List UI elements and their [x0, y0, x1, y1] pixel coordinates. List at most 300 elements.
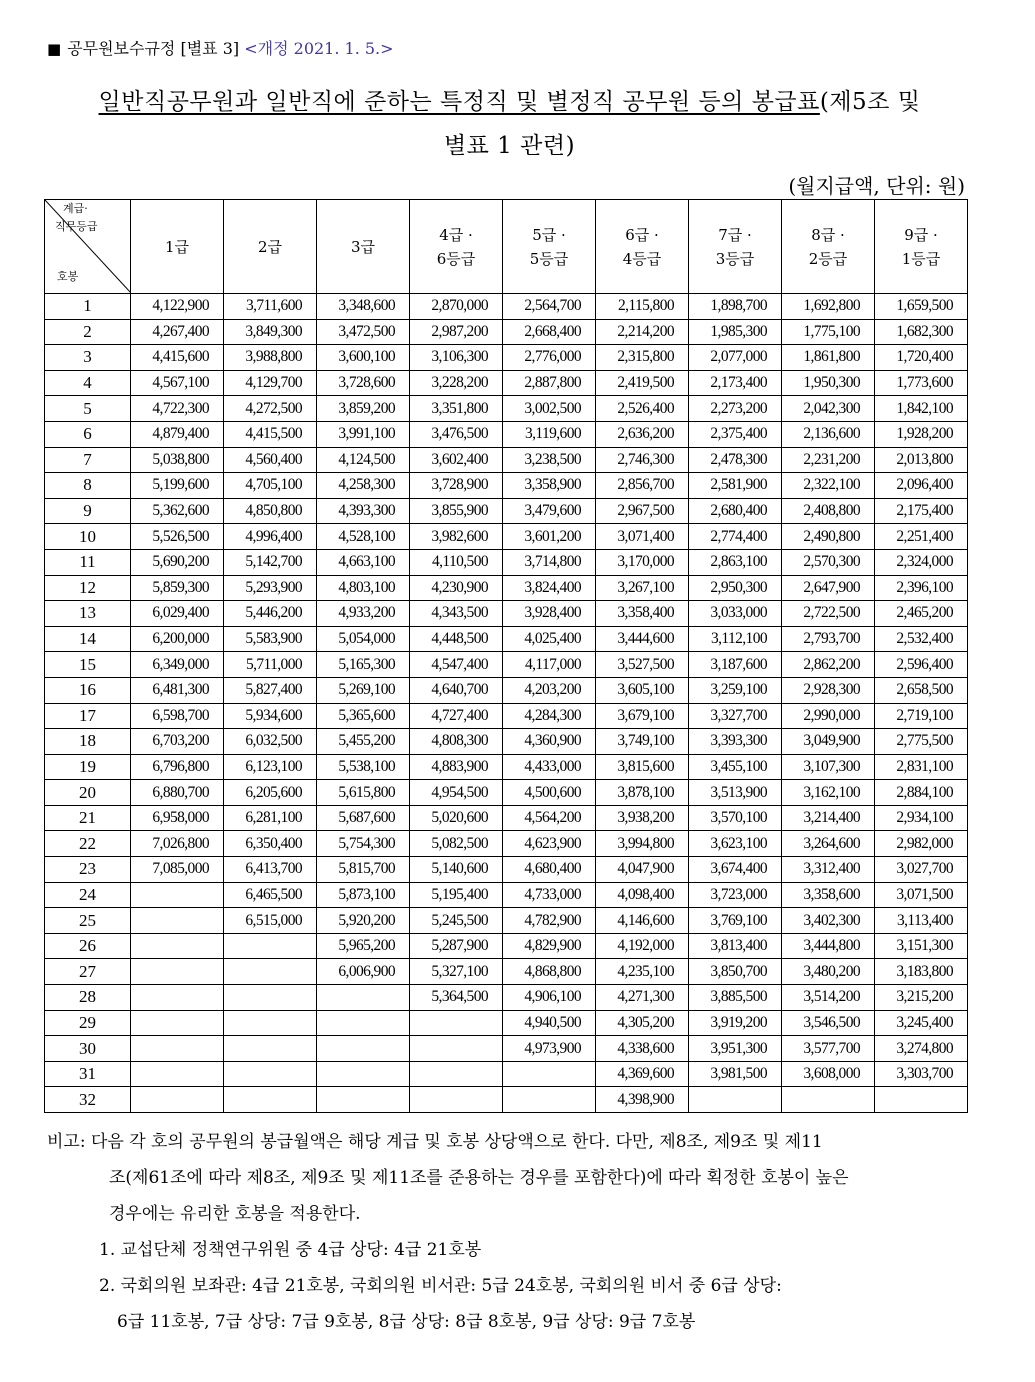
salary-cell: 3,274,800 — [875, 1036, 968, 1062]
salary-cell: 3,991,100 — [317, 421, 410, 447]
salary-cell: 2,532,400 — [875, 626, 968, 652]
table-row — [45, 421, 968, 447]
salary-cell: 3,444,800 — [782, 933, 875, 959]
salary-cell: 4,267,400 — [131, 319, 224, 345]
table-row — [45, 831, 968, 857]
salary-cell: 3,327,700 — [689, 703, 782, 729]
salary-cell — [224, 1061, 317, 1087]
salary-cell: 7,085,000 — [131, 857, 224, 883]
salary-cell: 2,478,300 — [689, 447, 782, 473]
table-row — [45, 1010, 968, 1036]
salary-cell: 4,906,100 — [503, 985, 596, 1011]
salary-cell: 5,526,500 — [131, 524, 224, 550]
salary-cell: 4,547,400 — [410, 652, 503, 678]
unit-note: (월지급액, 단위: 원) — [788, 174, 965, 198]
table-row — [45, 908, 968, 934]
salary-cell: 2,982,000 — [875, 831, 968, 857]
column-header-line: 7급 · — [718, 225, 752, 244]
step-cell: 31 — [45, 1061, 131, 1087]
salary-cell: 4,448,500 — [410, 626, 503, 652]
salary-cell: 3,859,200 — [317, 396, 410, 422]
salary-cell: 2,115,800 — [596, 294, 689, 320]
salary-cell: 4,369,600 — [596, 1061, 689, 1087]
regulation-reference: 공무원보수규정 [별표 3] — [67, 39, 240, 58]
salary-cell: 3,267,100 — [596, 575, 689, 601]
salary-cell — [131, 959, 224, 985]
salary-cell: 1,928,200 — [875, 421, 968, 447]
salary-cell: 4,954,500 — [410, 780, 503, 806]
salary-cell: 3,402,300 — [782, 908, 875, 934]
table-row — [45, 601, 968, 627]
salary-cell: 3,455,100 — [689, 754, 782, 780]
step-cell: 5 — [45, 396, 131, 422]
salary-cell: 6,598,700 — [131, 703, 224, 729]
table-row — [45, 729, 968, 755]
salary-cell: 2,722,500 — [782, 601, 875, 627]
column-header — [782, 200, 875, 294]
salary-cell — [131, 1061, 224, 1087]
salary-cell: 4,680,400 — [503, 857, 596, 883]
table-body — [45, 294, 968, 1113]
salary-cell: 3,600,100 — [317, 345, 410, 371]
salary-cell: 6,413,700 — [224, 857, 317, 883]
salary-cell: 4,343,500 — [410, 601, 503, 627]
salary-cell: 2,990,000 — [782, 703, 875, 729]
table-row — [45, 703, 968, 729]
column-header — [689, 200, 782, 294]
table-row — [45, 549, 968, 575]
salary-cell: 2,490,800 — [782, 524, 875, 550]
salary-cell — [131, 933, 224, 959]
salary-cell: 5,934,600 — [224, 703, 317, 729]
salary-cell: 2,928,300 — [782, 677, 875, 703]
salary-cell: 4,271,300 — [596, 985, 689, 1011]
table-row — [45, 294, 968, 320]
salary-cell: 4,415,500 — [224, 421, 317, 447]
salary-cell: 5,362,600 — [131, 498, 224, 524]
salary-cell: 5,054,000 — [317, 626, 410, 652]
table-row — [45, 370, 968, 396]
salary-cell: 6,796,800 — [131, 754, 224, 780]
salary-cell: 6,200,000 — [131, 626, 224, 652]
salary-cell: 5,859,300 — [131, 575, 224, 601]
corner-grade-label: 계급· — [63, 202, 88, 215]
salary-cell: 3,605,100 — [596, 677, 689, 703]
salary-cell: 4,360,900 — [503, 729, 596, 755]
salary-cell: 2,987,200 — [410, 319, 503, 345]
salary-cell: 2,419,500 — [596, 370, 689, 396]
salary-cell — [317, 1036, 410, 1062]
column-header-line: 5급 · — [532, 225, 566, 244]
salary-cell: 4,235,100 — [596, 959, 689, 985]
table-row — [45, 1036, 968, 1062]
step-cell: 7 — [45, 447, 131, 473]
square-bullet-icon: ■ — [47, 40, 62, 58]
step-cell: 13 — [45, 601, 131, 627]
salary-cell: 2,564,700 — [503, 294, 596, 320]
salary-cell: 2,173,400 — [689, 370, 782, 396]
salary-cell: 3,358,600 — [782, 882, 875, 908]
salary-cell: 6,958,000 — [131, 805, 224, 831]
table-row — [45, 677, 968, 703]
remarks-item-2: 2. 국회의원 보좌관: 4급 21호봉, 국회의원 비서관: 5급 24호봉, 국회의원 비서 중 6급 상당: — [99, 1276, 782, 1296]
salary-cell: 3,119,600 — [503, 421, 596, 447]
corner-job-label: 직무등급 — [55, 220, 98, 233]
salary-cell: 3,769,100 — [689, 908, 782, 934]
remarks-item-1: 1. 교섭단체 정책연구위원 중 4급 상당: 4급 21호봉 — [99, 1240, 482, 1260]
salary-cell: 3,049,900 — [782, 729, 875, 755]
salary-cell: 3,479,600 — [503, 498, 596, 524]
salary-cell: 3,728,600 — [317, 370, 410, 396]
salary-cell: 2,175,400 — [875, 498, 968, 524]
step-cell: 4 — [45, 370, 131, 396]
salary-cell: 3,601,200 — [503, 524, 596, 550]
salary-cell: 4,567,100 — [131, 370, 224, 396]
salary-cell: 6,481,300 — [131, 677, 224, 703]
salary-cell — [224, 933, 317, 959]
remarks-line-2: 조(제61조에 따라 제8조, 제9조 및 제11조를 준용하는 경우를 포함한다)에 따라 획정한 호봉이 높은 — [109, 1168, 849, 1188]
salary-cell: 5,455,200 — [317, 729, 410, 755]
salary-cell: 3,351,800 — [410, 396, 503, 422]
step-cell: 29 — [45, 1010, 131, 1036]
step-cell: 8 — [45, 473, 131, 499]
salary-cell: 4,883,900 — [410, 754, 503, 780]
salary-cell: 6,029,400 — [131, 601, 224, 627]
salary-cell: 4,940,500 — [503, 1010, 596, 1036]
salary-cell: 5,965,200 — [317, 933, 410, 959]
step-cell: 1 — [45, 294, 131, 320]
salary-cell — [410, 1061, 503, 1087]
step-cell: 32 — [45, 1087, 131, 1113]
table-row — [45, 1087, 968, 1113]
salary-cell: 4,782,900 — [503, 908, 596, 934]
salary-cell: 5,690,200 — [131, 549, 224, 575]
corner-step-label: 호봉 — [57, 270, 79, 283]
salary-cell — [317, 1061, 410, 1087]
salary-cell: 2,214,200 — [596, 319, 689, 345]
salary-cell: 2,658,500 — [875, 677, 968, 703]
step-cell: 25 — [45, 908, 131, 934]
salary-cell: 3,107,300 — [782, 754, 875, 780]
salary-cell: 1,898,700 — [689, 294, 782, 320]
salary-cell — [503, 1087, 596, 1113]
salary-cell: 5,287,900 — [410, 933, 503, 959]
step-cell: 17 — [45, 703, 131, 729]
remarks — [47, 1124, 972, 1340]
salary-cell: 2,793,700 — [782, 626, 875, 652]
step-cell: 6 — [45, 421, 131, 447]
step-cell: 12 — [45, 575, 131, 601]
salary-cell: 2,526,400 — [596, 396, 689, 422]
salary-cell: 3,951,300 — [689, 1036, 782, 1062]
salary-cell: 4,272,500 — [224, 396, 317, 422]
salary-cell: 6,880,700 — [131, 780, 224, 806]
salary-cell — [875, 1087, 968, 1113]
salary-cell: 3,476,500 — [410, 421, 503, 447]
salary-cell: 4,305,200 — [596, 1010, 689, 1036]
salary-cell: 6,006,900 — [317, 959, 410, 985]
step-cell: 21 — [45, 805, 131, 831]
salary-cell — [224, 1036, 317, 1062]
salary-cell: 3,988,800 — [224, 345, 317, 371]
salary-cell: 3,546,500 — [782, 1010, 875, 1036]
salary-cell: 5,199,600 — [131, 473, 224, 499]
salary-cell — [410, 1010, 503, 1036]
column-header — [131, 200, 224, 294]
salary-cell: 3,113,400 — [875, 908, 968, 934]
salary-cell: 2,967,500 — [596, 498, 689, 524]
salary-cell: 2,596,400 — [875, 652, 968, 678]
salary-cell: 2,647,900 — [782, 575, 875, 601]
salary-cell: 2,934,100 — [875, 805, 968, 831]
salary-cell: 5,827,400 — [224, 677, 317, 703]
salary-cell: 2,324,000 — [875, 549, 968, 575]
salary-cell — [131, 882, 224, 908]
salary-cell: 4,398,900 — [596, 1087, 689, 1113]
salary-cell — [410, 1036, 503, 1062]
table-row — [45, 933, 968, 959]
salary-cell: 4,560,400 — [224, 447, 317, 473]
salary-cell: 4,203,200 — [503, 677, 596, 703]
salary-cell: 3,878,100 — [596, 780, 689, 806]
salary-cell: 2,408,800 — [782, 498, 875, 524]
title-underlined: 일반직공무원과 일반직에 준하는 특정직 및 별정직 공무원 등의 봉급표 — [98, 89, 820, 115]
step-cell: 28 — [45, 985, 131, 1011]
column-header-line: 1등급 — [901, 249, 941, 268]
salary-cell: 2,856,700 — [596, 473, 689, 499]
salary-cell: 5,920,200 — [317, 908, 410, 934]
salary-cell: 4,192,000 — [596, 933, 689, 959]
salary-cell: 3,513,900 — [689, 780, 782, 806]
salary-cell: 4,808,300 — [410, 729, 503, 755]
salary-cell: 3,674,400 — [689, 857, 782, 883]
salary-cell: 3,938,200 — [596, 805, 689, 831]
salary-cell: 3,238,500 — [503, 447, 596, 473]
salary-cell: 3,214,400 — [782, 805, 875, 831]
salary-cell: 5,615,800 — [317, 780, 410, 806]
salary-cell: 5,245,500 — [410, 908, 503, 934]
salary-cell: 5,446,200 — [224, 601, 317, 627]
salary-cell — [131, 1087, 224, 1113]
column-header-line: 6급 · — [625, 225, 659, 244]
salary-cell: 1,692,800 — [782, 294, 875, 320]
salary-cell: 5,195,400 — [410, 882, 503, 908]
salary-cell: 2,396,100 — [875, 575, 968, 601]
step-cell: 11 — [45, 549, 131, 575]
step-cell: 23 — [45, 857, 131, 883]
table-row — [45, 754, 968, 780]
salary-cell — [131, 985, 224, 1011]
salary-cell: 5,038,800 — [131, 447, 224, 473]
salary-cell: 3,162,100 — [782, 780, 875, 806]
table-row — [45, 857, 968, 883]
step-cell: 16 — [45, 677, 131, 703]
salary-cell: 3,358,400 — [596, 601, 689, 627]
salary-cell: 2,375,400 — [689, 421, 782, 447]
salary-cell: 3,570,100 — [689, 805, 782, 831]
column-header-line: 5등급 — [529, 249, 569, 268]
salary-cell: 2,668,400 — [503, 319, 596, 345]
column-header-line: 6등급 — [436, 249, 476, 268]
salary-cell: 3,303,700 — [875, 1061, 968, 1087]
remarks-line-3: 경우에는 유리한 호봉을 적용한다. — [109, 1204, 361, 1224]
salary-cell: 3,472,500 — [317, 319, 410, 345]
salary-cell: 5,815,700 — [317, 857, 410, 883]
salary-cell: 2,322,100 — [782, 473, 875, 499]
salary-cell — [317, 1087, 410, 1113]
salary-cell: 1,659,500 — [875, 294, 968, 320]
table-row — [45, 345, 968, 371]
salary-cell: 3,855,900 — [410, 498, 503, 524]
salary-cell: 4,230,900 — [410, 575, 503, 601]
regulation-header — [47, 36, 394, 59]
table-row — [45, 524, 968, 550]
salary-cell: 5,754,300 — [317, 831, 410, 857]
table-row — [45, 652, 968, 678]
salary-cell: 3,033,000 — [689, 601, 782, 627]
table-row — [45, 805, 968, 831]
salary-cell: 2,013,800 — [875, 447, 968, 473]
table-row — [45, 1061, 968, 1087]
salary-cell: 1,842,100 — [875, 396, 968, 422]
salary-cell: 3,728,900 — [410, 473, 503, 499]
step-cell: 20 — [45, 780, 131, 806]
salary-cell — [224, 985, 317, 1011]
salary-cell: 3,711,600 — [224, 294, 317, 320]
salary-cell: 2,042,300 — [782, 396, 875, 422]
salary-cell: 5,165,300 — [317, 652, 410, 678]
salary-cell: 1,773,600 — [875, 370, 968, 396]
salary-cell: 4,850,800 — [224, 498, 317, 524]
salary-cell: 4,528,100 — [317, 524, 410, 550]
column-header-line: 8급 · — [811, 225, 845, 244]
salary-cell: 3,994,800 — [596, 831, 689, 857]
salary-cell: 4,868,800 — [503, 959, 596, 985]
table-row — [45, 498, 968, 524]
table-row — [45, 985, 968, 1011]
remarks-line-1: 비고: 다음 각 호의 공무원의 봉급월액은 해당 계급 및 호봉 상당액으로 한다. 다만, 제8조, 제9조 및 제11 — [47, 1132, 823, 1152]
step-cell: 30 — [45, 1036, 131, 1062]
salary-cell: 5,082,500 — [410, 831, 503, 857]
salary-cell: 3,170,000 — [596, 549, 689, 575]
salary-cell: 4,117,000 — [503, 652, 596, 678]
salary-cell: 5,583,900 — [224, 626, 317, 652]
salary-cell: 3,183,800 — [875, 959, 968, 985]
salary-cell: 3,602,400 — [410, 447, 503, 473]
salary-cell: 3,885,500 — [689, 985, 782, 1011]
salary-cell: 2,231,200 — [782, 447, 875, 473]
salary-cell: 2,581,900 — [689, 473, 782, 499]
salary-cell: 6,465,500 — [224, 882, 317, 908]
salary-cell: 5,711,000 — [224, 652, 317, 678]
salary-cell: 1,861,800 — [782, 345, 875, 371]
salary-cell: 2,746,300 — [596, 447, 689, 473]
table-header-row — [45, 200, 968, 294]
salary-cell: 4,973,900 — [503, 1036, 596, 1062]
salary-cell: 3,527,500 — [596, 652, 689, 678]
salary-cell: 4,564,200 — [503, 805, 596, 831]
column-header — [596, 200, 689, 294]
salary-cell: 3,071,400 — [596, 524, 689, 550]
salary-cell: 6,350,400 — [224, 831, 317, 857]
salary-cell: 4,623,900 — [503, 831, 596, 857]
salary-cell: 2,251,400 — [875, 524, 968, 550]
salary-cell: 4,996,400 — [224, 524, 317, 550]
column-header — [503, 200, 596, 294]
salary-cell: 2,315,800 — [596, 345, 689, 371]
salary-cell: 5,142,700 — [224, 549, 317, 575]
salary-cell: 3,358,900 — [503, 473, 596, 499]
salary-cell: 4,727,400 — [410, 703, 503, 729]
salary-cell: 4,338,600 — [596, 1036, 689, 1062]
step-cell: 2 — [45, 319, 131, 345]
salary-cell: 1,775,100 — [782, 319, 875, 345]
table-row — [45, 575, 968, 601]
column-header — [317, 200, 410, 294]
salary-cell: 2,273,200 — [689, 396, 782, 422]
step-cell: 24 — [45, 882, 131, 908]
salary-cell: 4,025,400 — [503, 626, 596, 652]
salary-cell: 5,365,600 — [317, 703, 410, 729]
remarks-item-2-cont: 6급 11호봉, 7급 상당: 7급 9호봉, 8급 상당: 8급 8호봉, 9급 상당: 9급 7호봉 — [117, 1312, 696, 1332]
salary-cell: 2,884,100 — [875, 780, 968, 806]
salary-cell: 5,538,100 — [317, 754, 410, 780]
salary-cell: 2,719,100 — [875, 703, 968, 729]
salary-cell: 3,027,700 — [875, 857, 968, 883]
salary-cell: 2,870,000 — [410, 294, 503, 320]
salary-cell: 2,570,300 — [782, 549, 875, 575]
salary-cell: 3,348,600 — [317, 294, 410, 320]
salary-cell: 3,480,200 — [782, 959, 875, 985]
column-header-line: 2등급 — [808, 249, 848, 268]
salary-cell: 4,415,600 — [131, 345, 224, 371]
salary-cell: 2,077,000 — [689, 345, 782, 371]
title-line2: 별표 1 관련) — [443, 133, 576, 159]
salary-cell: 4,122,900 — [131, 294, 224, 320]
salary-cell: 5,327,100 — [410, 959, 503, 985]
step-cell: 27 — [45, 959, 131, 985]
salary-cell: 1,682,300 — [875, 319, 968, 345]
column-header-line: 4등급 — [622, 249, 662, 268]
column-header — [410, 200, 503, 294]
corner-cell — [45, 200, 131, 294]
step-cell: 26 — [45, 933, 131, 959]
salary-cell: 3,106,300 — [410, 345, 503, 371]
salary-cell: 3,151,300 — [875, 933, 968, 959]
salary-cell: 5,687,600 — [317, 805, 410, 831]
salary-cell: 5,269,100 — [317, 677, 410, 703]
salary-cell: 4,258,300 — [317, 473, 410, 499]
salary-cell: 3,928,400 — [503, 601, 596, 627]
salary-cell: 2,776,000 — [503, 345, 596, 371]
salary-cell: 3,813,400 — [689, 933, 782, 959]
salary-cell: 3,623,100 — [689, 831, 782, 857]
salary-cell — [131, 908, 224, 934]
salary-cell: 2,136,600 — [782, 421, 875, 447]
step-cell: 10 — [45, 524, 131, 550]
salary-cell: 3,815,600 — [596, 754, 689, 780]
salary-cell: 4,433,000 — [503, 754, 596, 780]
salary-cell: 4,146,600 — [596, 908, 689, 934]
column-header-line: 9급 · — [904, 225, 938, 244]
salary-cell: 5,873,100 — [317, 882, 410, 908]
salary-cell: 2,863,100 — [689, 549, 782, 575]
salary-cell: 4,722,300 — [131, 396, 224, 422]
column-header-line: 1급 — [164, 237, 190, 256]
salary-cell: 3,264,600 — [782, 831, 875, 857]
salary-cell: 3,850,700 — [689, 959, 782, 985]
salary-cell: 3,002,500 — [503, 396, 596, 422]
